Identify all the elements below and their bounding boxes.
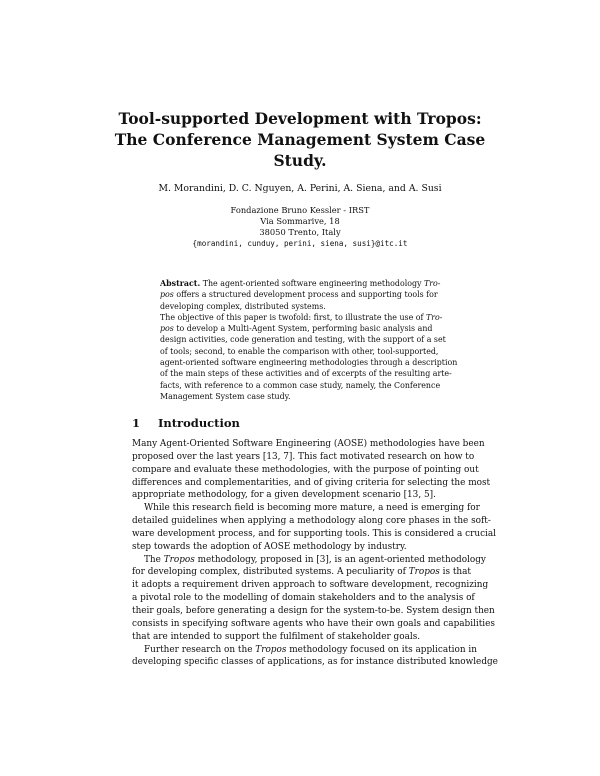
- section-title: Introduction: [158, 416, 240, 430]
- body-line: developing specific classes of applications, as for instance distributed knowledge: [132, 657, 498, 668]
- body-line: proposed over the last years [13, 7]. This fact motivated research on how to: [132, 451, 475, 462]
- title-line: Study.: [273, 151, 327, 170]
- section-number: 1: [132, 416, 141, 430]
- body-line: a pivotal role to the modelling of domain stakeholders and to the analysis of: [132, 593, 475, 604]
- affiliation-city: 38050 Trento, Italy: [259, 227, 341, 237]
- body-line: step towards the adoption of AOSE methodology by industry.: [132, 541, 407, 552]
- abstract-line: Management System case study.: [160, 391, 291, 401]
- abstract-block: [160, 278, 458, 402]
- abstract-line: pos to develop a Multi-Agent System, performing basic analysis and: [160, 324, 433, 334]
- body-line: their goals, before generating a design for the system-to-be. System design then: [132, 605, 495, 616]
- abstract-line: facts, with reference to a common case study, namely, the Conference: [160, 380, 441, 390]
- affiliation-street: Via Sommarive, 18: [260, 216, 340, 226]
- abstract-line: of the main steps of these activities and of excerpts of the resulting arte-: [160, 369, 452, 379]
- body-line: compare and evaluate these methodologies, with the purpose of pointing out: [132, 464, 479, 475]
- body-line: differences and complementarities, and of giving criteria for selecting the most: [132, 477, 491, 488]
- abstract-line: The objective of this paper is twofold: first, to illustrate the use of Tro-: [160, 312, 443, 322]
- title-line: Tool-supported Development with Tropos:: [118, 109, 482, 128]
- body-line: for developing complex, distributed systems. A peculiarity of Tropos is that: [132, 567, 471, 578]
- section-heading: [132, 416, 240, 430]
- body-line: Many Agent-Oriented Software Engineering (AOSE) methodologies have been: [132, 439, 485, 449]
- body-line: Further research on the Tropos methodology focused on its application in: [144, 644, 477, 655]
- abstract-line: pos offers a structured development process and supporting tools for: [160, 290, 438, 300]
- body-line: While this research field is becoming more mature, a need is emerging for: [144, 503, 480, 514]
- abstract-line: [160, 278, 442, 289]
- body-line: it adopts a requirement driven approach to software development, recognizing: [132, 580, 489, 591]
- abstract-line: of tools; second, to enable the comparison with other, tool-supported,: [160, 346, 439, 356]
- abstract-line: developing complex, distributed systems.: [160, 301, 326, 311]
- body-line: The Tropos methodology, proposed in [3], is an agent-oriented methodology: [144, 554, 486, 565]
- abstract-text: The agent-oriented software engineering methodology Tro-: [200, 279, 441, 288]
- body-line: appropriate methodology, for a given development scenario [13, 5].: [132, 490, 436, 501]
- body-text: [132, 438, 498, 669]
- body-line: detailed guidelines when applying a methodology along core phases in the soft-: [132, 516, 491, 527]
- title-line: The Conference Management System Case: [114, 130, 486, 149]
- author-list: M. Morandini, D. C. Nguyen, A. Perini, A. Siena, and A. Susi: [158, 183, 442, 194]
- affiliation-block: [160, 205, 440, 249]
- body-line: that are intended to support the fulfilment of stakeholder goals.: [132, 631, 421, 642]
- affiliation-emails: {morandini, cunduy, perini, siena, susi}@itc.it: [192, 239, 408, 248]
- body-line: consists in specifying software agents who have their own goals and capabilities: [132, 618, 495, 629]
- abstract-label: Abstract.: [160, 279, 201, 288]
- abstract-line: design activities, code generation and testing, with the support of a set: [160, 335, 446, 345]
- paper-title: [110, 108, 490, 171]
- affiliation-institute: Fondazione Bruno Kessler - IRST: [230, 205, 370, 215]
- body-line: ware development process, and for supporting tools. This is considered a crucial: [132, 528, 497, 539]
- abstract-line: agent-oriented software engineering methodologies through a description: [160, 358, 458, 368]
